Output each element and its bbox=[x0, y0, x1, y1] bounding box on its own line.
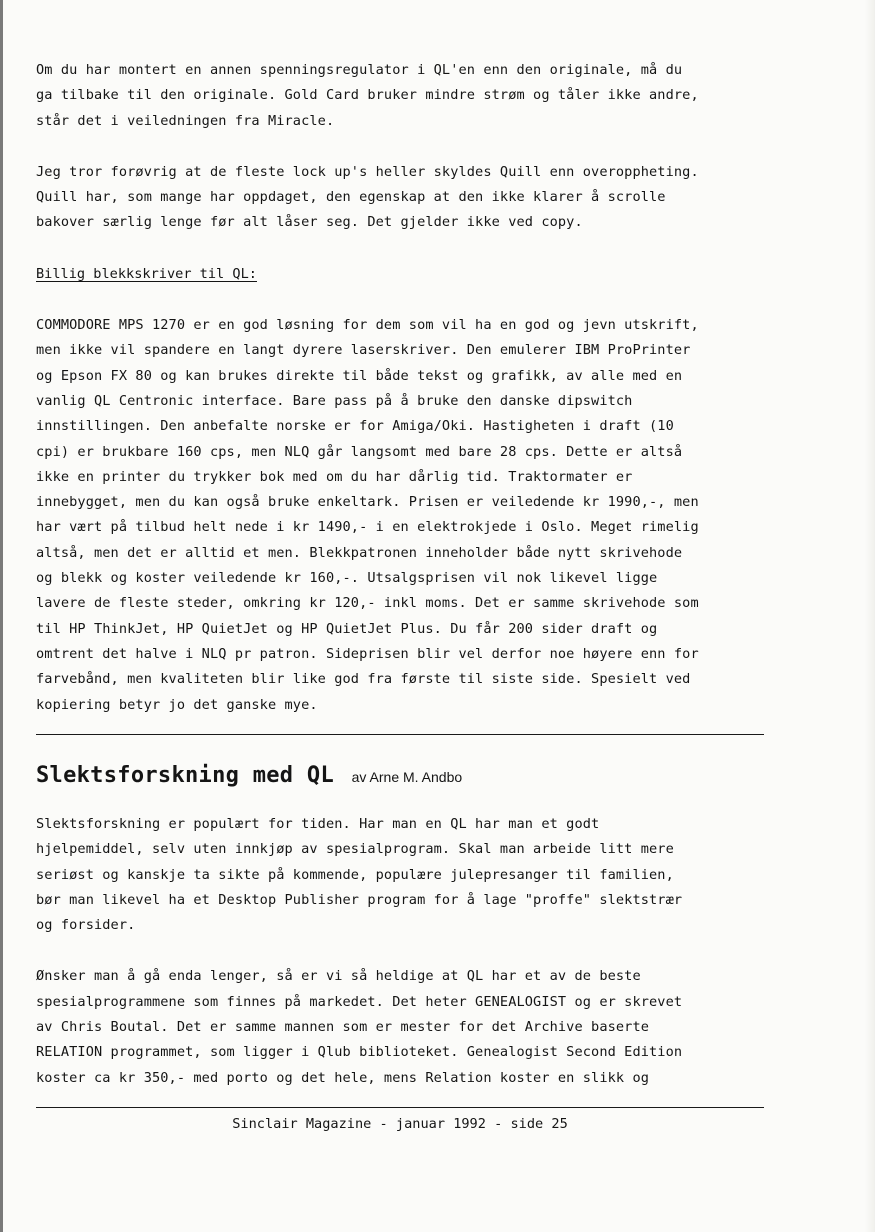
text-line: omtrent det halve i NLQ pr patron. Sideprisen blir vel derfor noe høyere enn for bbox=[36, 645, 699, 662]
article-paragraph-2 bbox=[36, 964, 764, 1090]
text-line: innstillingen. Den anbefalte norske er for Amiga/Oki. Hastigheten i draft (10 bbox=[36, 418, 674, 435]
printer-subheading: Billig blekkskriver til QL: bbox=[36, 265, 257, 282]
text-line: til HP ThinkJet, HP QuietJet og HP QuietJet Plus. Du får 200 sider draft og bbox=[36, 620, 658, 637]
text-line: cpi) er brukbare 160 cps, men NLQ går langsomt med bare 28 cps. Dette er altså bbox=[36, 443, 683, 460]
article-paragraph-1 bbox=[36, 812, 764, 938]
intro-paragraph bbox=[36, 58, 764, 134]
text-line: vanlig QL Centronic interface. Bare pass på å bruke den danske dipswitch bbox=[36, 392, 633, 409]
text-line: hjelpemiddel, selv uten innkjøp av spesialprogram. Skal man arbeide litt mere bbox=[36, 841, 674, 858]
text-line: Om du har montert en annen spenningsregulator i QL'en enn den originale, må du bbox=[36, 62, 683, 78]
text-line: bør man likevel ha et Desktop Publisher program for å lage "proffe" slektstrær bbox=[36, 891, 683, 908]
text-line: Jeg tror forøvrig at de fleste lock up's heller skyldes Quill enn overoppheting. bbox=[36, 163, 699, 180]
text-line: ga tilbake til den originale. Gold Card bruker mindre strøm og tåler ikke andre, bbox=[36, 87, 699, 104]
text-line: seriøst og kanskje ta sikte på kommende, populære julepresanger til familien, bbox=[36, 866, 674, 883]
text-line: og blekk og koster veiledende kr 160,-. Utsalgsprisen vil nok likevel ligge bbox=[36, 570, 658, 587]
text-line: Quill har, som mange har oppdaget, den egenskap at den ikke klarer å scrolle bbox=[36, 189, 666, 206]
printer-paragraph bbox=[36, 313, 764, 718]
page-right-edge bbox=[865, 0, 875, 1232]
text-line: og Epson FX 80 og kan brukes direkte til både tekst og grafikk, av alle med en bbox=[36, 367, 683, 384]
page-left-edge bbox=[0, 0, 3, 1232]
footer-divider bbox=[36, 1107, 764, 1108]
text-line: COMMODORE MPS 1270 er en god løsning for dem som vil ha en god og jevn utskrift, bbox=[36, 317, 699, 334]
text-line: har vært på tilbud helt nede i kr 1490,- i en elektrokjede i Oslo. Meget rimelig bbox=[36, 519, 699, 536]
text-line: ikke en printer du trykker bok med om du har dårlig tid. Traktormater er bbox=[36, 468, 633, 485]
section-divider bbox=[36, 734, 764, 735]
text-line: farvebånd, men kvaliteten blir like god fra første til siste side. Spesielt ved bbox=[36, 671, 691, 688]
text-line: Ønsker man å gå enda lenger, så er vi så heldige at QL har et av de beste bbox=[36, 968, 641, 985]
text-line: lavere de fleste steder, omkring kr 120,- inkl moms. Det er samme skrivehode som bbox=[36, 595, 699, 612]
text-line: og forsider. bbox=[36, 917, 136, 934]
document-page bbox=[36, 58, 764, 718]
text-line: koster ca kr 350,- med porto og det hele, mens Relation koster en slikk og bbox=[36, 1069, 650, 1086]
lockups-paragraph bbox=[36, 160, 764, 236]
text-line: RELATION programmet, som ligger i Qlub biblioteket. Genealogist Second Edition bbox=[36, 1044, 683, 1061]
article-title: Slektsforskning med QL bbox=[36, 763, 334, 788]
text-line: står det i veiledningen fra Miracle. bbox=[36, 112, 335, 129]
text-line: kopiering betyr jo det ganske mye. bbox=[36, 696, 318, 713]
text-line: av Chris Boutal. Det er samme mannen som er mester for det Archive baserte bbox=[36, 1019, 650, 1036]
article-section bbox=[36, 756, 764, 1086]
text-line: innebygget, men du kan også bruke enkeltark. Prisen er veiledende kr 1990,-, men bbox=[36, 494, 699, 511]
article-header bbox=[36, 756, 764, 796]
text-line: bakover særlig lenge før alt låser seg. Det gjelder ikke ved copy. bbox=[36, 214, 583, 231]
page-footer: Sinclair Magazine - januar 1992 - side 25 bbox=[232, 1116, 568, 1132]
text-line: spesialprogrammene som finnes på markedet. Det heter GENEALOGIST og er skrevet bbox=[36, 993, 683, 1010]
text-line: men ikke vil spandere en langt dyrere laserskriver. Den emulerer IBM ProPrinter bbox=[36, 342, 691, 359]
text-line: altså, men det er alltid et men. Blekkpatronen inneholder både nytt skrivehode bbox=[36, 544, 683, 561]
article-byline: av Arne M. Andbo bbox=[351, 769, 463, 785]
text-line: Slektsforskning er populært for tiden. Har man en QL har man et godt bbox=[36, 816, 600, 832]
